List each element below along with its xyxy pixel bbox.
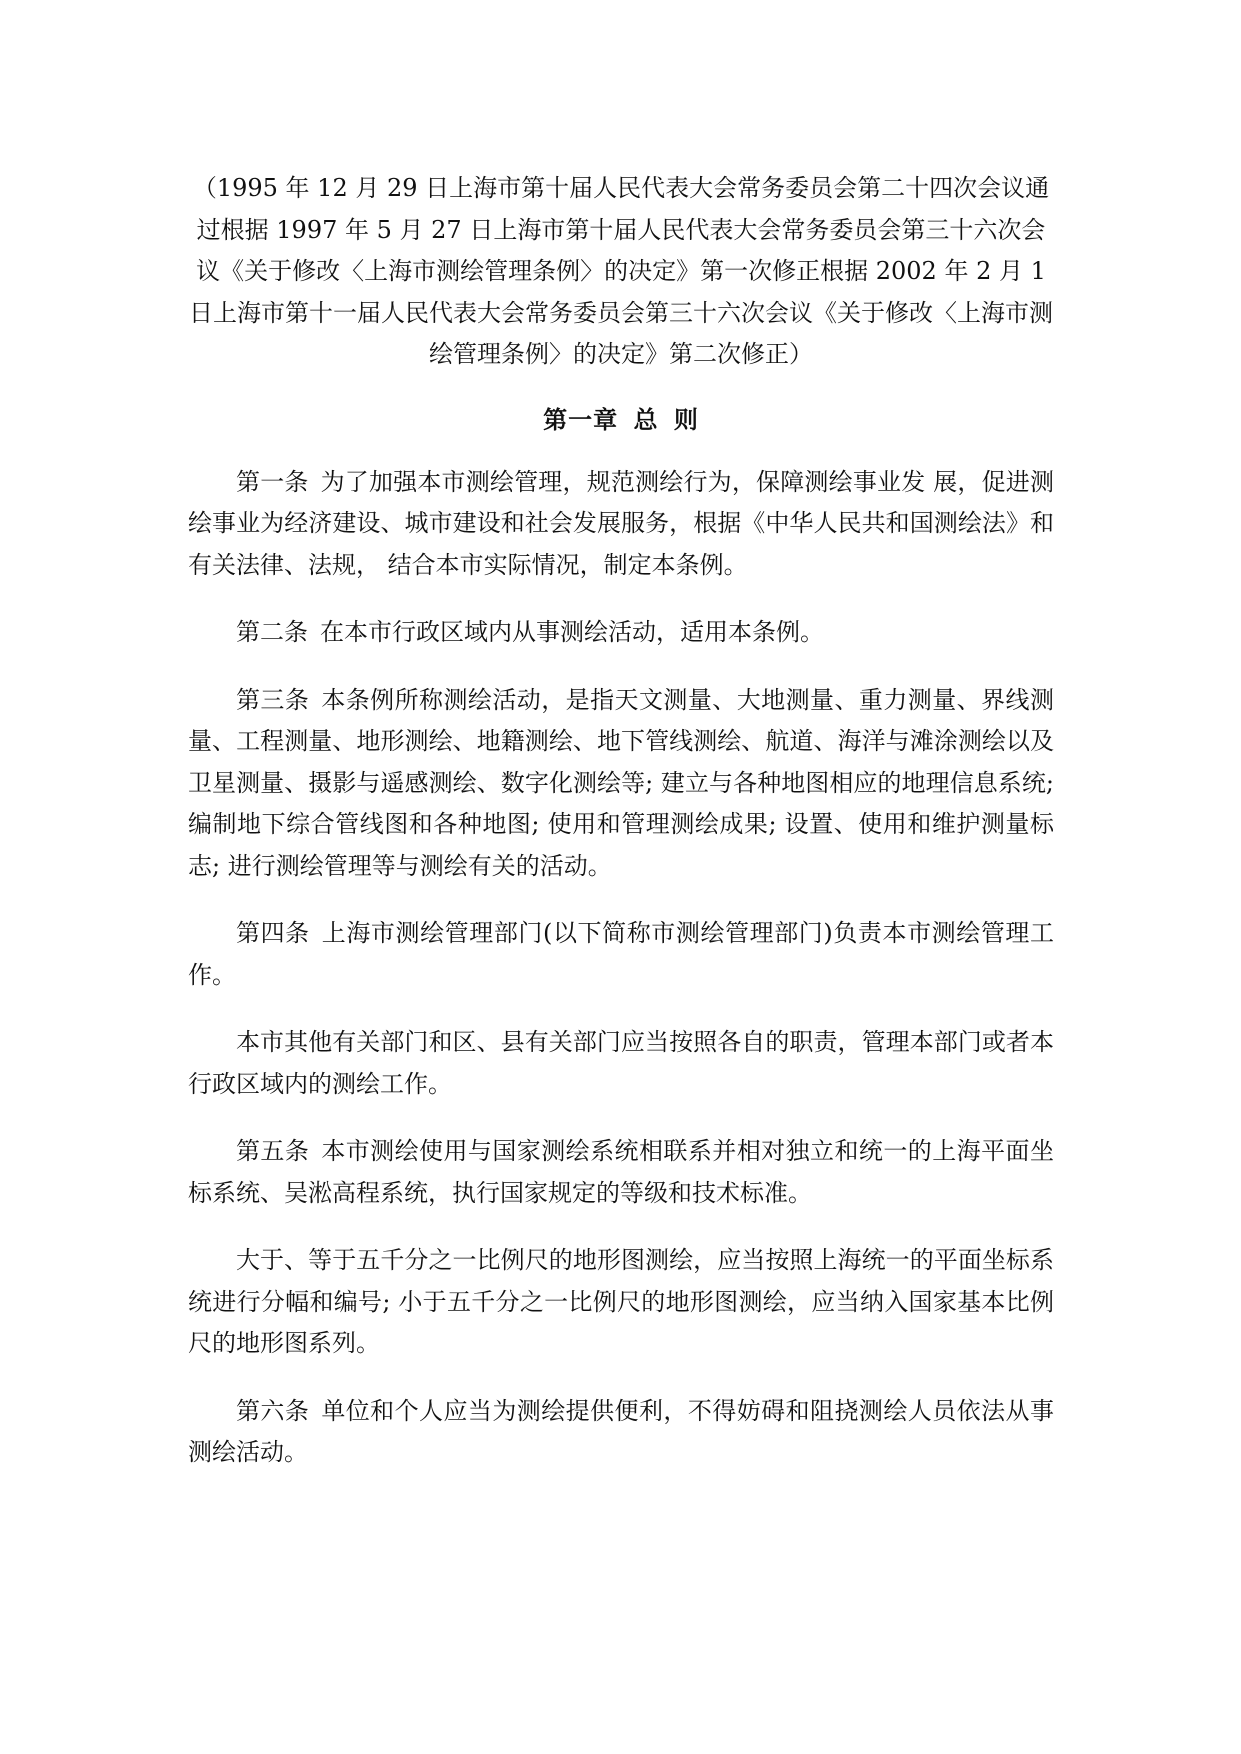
chapter-number: 第一章 [543, 404, 619, 434]
article-number: 第二条 [236, 618, 308, 646]
article-number: 第一条 [236, 467, 309, 496]
article-5-clause-2 [188, 1240, 1054, 1365]
article-5 [188, 1131, 1054, 1214]
article-2 [188, 612, 1054, 654]
article-number: 第四条 [236, 919, 310, 947]
article-4 [188, 913, 1054, 996]
article-6 [188, 1391, 1054, 1474]
article-text: 单位和个人应当为测绘提供便利，不得妨碍和阻挠测绘人员依法从事测绘活动。 [188, 1396, 1054, 1466]
preamble: （1995 年 12 月 29 日上海市第十届人民代表大会常务委员会第二十四次会议通过根据 1997 年 5 月 27 日上海市第十届人民代表大会常务委员会第三十六次会议《关于修改〈上海市测绘管理条例〉的决定》第一次修正根据 2002 年 2 月 1 日上海市第十一届人民代表大会常务委员会第三十六次会议《关于修改〈上海市测绘管理条例〉的决定》第二次修正） [189, 174, 1053, 368]
chapter-heading [188, 400, 1054, 440]
article-text: 大于、等于五千分之一比例尺的地形图测绘，应当按照上海统一的平面坐标系统进行分幅和编号; 小于五千分之一比例尺的地形图测绘，应当纳入国家基本比例尺的地形图系列。 [188, 1246, 1054, 1357]
article-text: 为了加强本市测绘管理，规范测绘行为，保障测绘事业发 展，促进测绘事业为经济建设、城市建设和社会发展服务，根据《中华人民共和国测绘法》和有关法律、法规， 结合本市实际情况，制定本条例。 [188, 467, 1054, 579]
article-text: 本市其他有关部门和区、县有关部门应当按照各自的职责，管理本部门或者本行政区域内的测绘工作。 [188, 1028, 1054, 1098]
article-text: 上海市测绘管理部门(以下简称市测绘管理部门)负责本市测绘管理工作。 [188, 919, 1055, 989]
document-page [188, 168, 1054, 1500]
article-text: 本市测绘使用与国家测绘系统相联系并相对独立和统一的上海平面坐标系统、吴淞高程系统，执行国家规定的等级和技术标准。 [188, 1137, 1054, 1207]
article-number: 第三条 [236, 685, 310, 714]
article-number: 第五条 [236, 1137, 310, 1165]
article-number: 第六条 [236, 1396, 310, 1425]
article-3 [188, 680, 1054, 888]
chapter-title-part1: 总 [633, 404, 659, 434]
article-1 [188, 462, 1054, 587]
article-4-clause-2 [188, 1022, 1054, 1105]
chapter-title-part2: 则 [673, 404, 699, 434]
article-text: 在本市行政区域内从事测绘活动，适用本条例。 [320, 618, 824, 646]
article-text: 本条例所称测绘活动，是指天文测量、大地测量、重力测量、界线测量、工程测量、地形测绘、地籍测绘、地下管线测绘、航道、海洋与滩涂测绘以及卫星测量、摄影与遥感测绘、数字化测绘等; 建立与各种地图相应的地理信息系统; 编制地下综合管线图和各种地图; 使用和管理测绘成果; 设置、使用和维护测量标志; 进行测绘管理等与测绘有关的活动。 [188, 685, 1054, 880]
